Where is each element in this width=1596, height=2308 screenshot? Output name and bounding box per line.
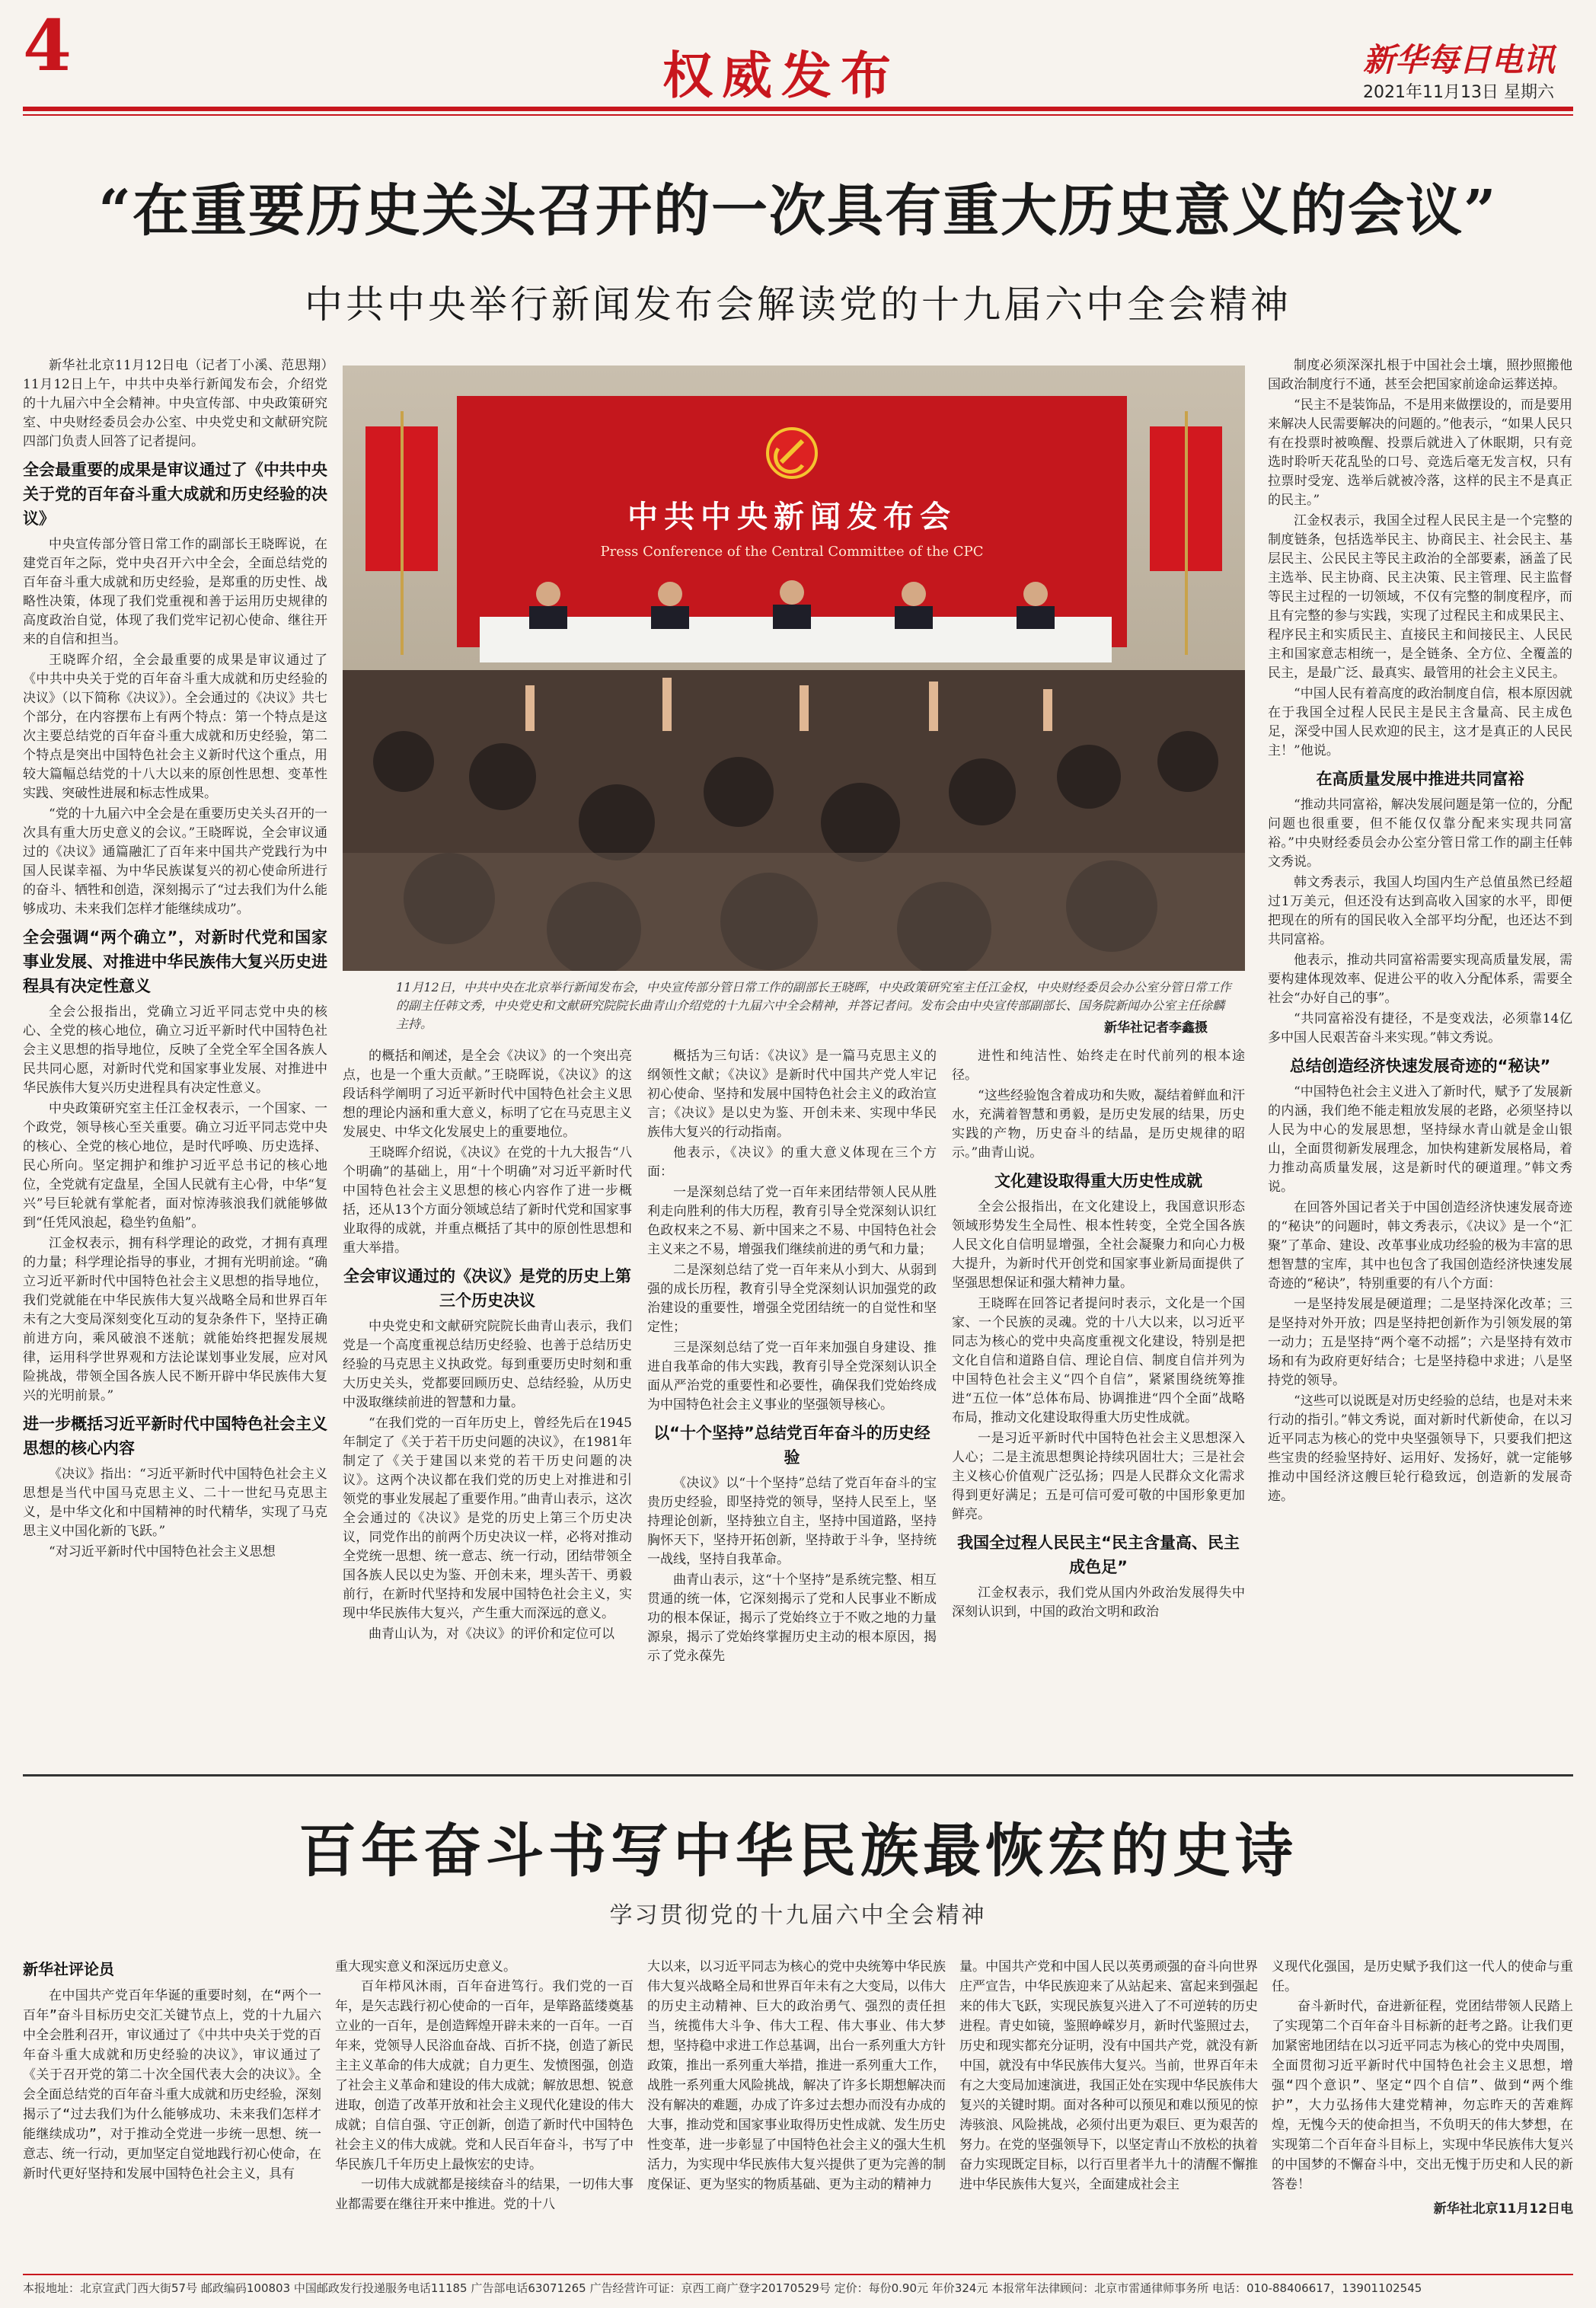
section-title: 权威发布 <box>662 46 900 105</box>
footer-rule <box>23 2274 1573 2275</box>
article2-column-4 <box>959 1957 1258 2269</box>
paragraph: 江金权表示，我国全过程人民民主是一个完整的制度链条，包括选举民主、协商民主、社会民主、基层民主、公民民主等民主政治的全部要素，涵盖了民主选举、民主协商、民主决策、民主管理、民主监督等民主过程的一切领域，不仅有完整的制度程序，而且有完整的参与实践，实现了过程民主和成果民主、程序民主和实质民主、直接民主和间接民主、人民民主和国家意志相统一，是全链条、全方位、全覆盖的民主，是最广泛、最真实、最管用的社会主义民主。 <box>1268 513 1572 681</box>
paragraph: 中央党史和文献研究院院长曲青山表示，我们党是一个高度重视总结历史经验、也善于总结历史经验的马克思主义执政党。每到重要历史时刻和重大历史关头，党都要回顾历史、总结经验，从历史中汲取继续前进的智慧和力量。 <box>343 1319 632 1410</box>
subhead: 在高质量发展中推进共同富裕 <box>1316 770 1524 788</box>
subhead: 总结创造经济快速发展奇迹的“秘诀” <box>1289 1057 1551 1075</box>
paragraph: 中央宣传部分管日常工作的副部长王晓晖说，在建党百年之际，党中央召开六中全会，全面总结党的百年奋斗重大成就和历史经验，是郑重的历史性、战略性决策，体现了我们党重视和善于运用历史规律的高度政治自觉，体现了我们党牢记初心使命、继往开来的自信和担当。 <box>23 537 327 647</box>
paragraph: 《决议》指出：“习近平新时代中国特色社会主义思想是当代中国马克思主义、二十一世纪马克思主义，是中华文化和中国精神的时代精华，实现了马克思主义中国化新的飞跃。” <box>23 1467 327 1539</box>
paragraph: 一是坚持发展是硬道理；二是坚持深化改革；三是坚持对外开放；四是坚持把创新作为引领发展的第一动力；五是坚持“两个毫不动摇”；六是坚持有效市场和有为政府更好结合；七是坚持稳中求进；八是坚持党的领导。 <box>1268 1297 1572 1388</box>
article1-column-3 <box>647 1047 937 1709</box>
press-conference-photo <box>343 366 1245 971</box>
commentary-subheadline: 学习贯彻党的十九届六中全会精神 <box>609 1902 987 1929</box>
article2-column-1 <box>23 1957 321 2269</box>
article2-column-5 <box>1272 1957 1573 2269</box>
commentary-byline: 新华社评论员 <box>23 1960 114 1978</box>
paragraph: 曲青山认为，对《决议》的评价和定位可以 <box>369 1626 614 1642</box>
footer-info: 本报地址：北京宣武门西大街57号 邮政编码100803 中国邮政发行投递服务电话11185 广告部电话63071265 广告经营许可证：京西工商广登字20170529号 定价：每份0.90元 年价324元 本报常年法律顾问：北京市雷通律师事务所 电话：010-88406617，13901102545 <box>23 2281 1422 2295</box>
paragraph: 在回答外国记者关于中国创造经济快速发展奇迹的“秘诀”的问题时，韩文秀表示，《决议》是一个“汇聚”了革命、建设、改革事业成功经验的极为丰富的思想智慧的宝库，其中也包含了我国创造经济快速发展奇迹的“秘诀”，特别重要的有八个方面： <box>1268 1200 1572 1291</box>
paragraph: “中国人民有着高度的政治制度自信，根本原因就在于我国全过程人民民主是民主含量高、民主成色足，深受中国人民欢迎的民主，这才是真正的人民民主！”他说。 <box>1268 686 1572 758</box>
newspaper-logo: 新华每日电讯 <box>1363 41 1556 78</box>
masthead-rule-thin <box>23 114 1573 116</box>
photo-credit: 新华社记者李鑫摄 <box>1104 1020 1208 1036</box>
paragraph: 曲青山表示，这“十个坚持”是系统完整、相互贯通的统一体，它深刻揭示了党和人民事业不断成功的根本保证，揭示了党始终立于不败之地的力量源泉，揭示了党始终掌握历史主动的根本原因，揭示了党永葆先 <box>647 1572 937 1664</box>
paragraph: 《决议》以“十个坚持”总结了党百年奋斗的宝贵历史经验，即坚持党的领导，坚持人民至上，坚持理论创新，坚持独立自主，坚持中国道路，坚持胸怀天下，坚持开拓创新，坚持敢于斗争，坚持统一战线，坚持自我革命。 <box>647 1476 937 1567</box>
paragraph: 制度必须深深扎根于中国社会土壤，照抄照搬他国政治制度行不通，甚至会把国家前途命运葬送掉。 <box>1268 358 1572 392</box>
paragraph: “对习近平新时代中国特色社会主义思想 <box>49 1544 276 1559</box>
paragraph: 二是深刻总结了党一百年来从小到大、从弱到强的成长历程，教育引导全党深刻认识加强党的政治建设的重要性，增强全党团结统一的自觉性和坚定性； <box>647 1263 937 1335</box>
paragraph: 一是习近平新时代中国特色社会主义思想深入人心；二是主流思想舆论持续巩固壮大；三是社会主义核心价值观广泛弘扬；四是人民群众文化需求得到更好满足；五是可信可爱可敬的中国形象更加鲜亮。 <box>952 1431 1245 1522</box>
paragraph: 的概括和阐述，是全会《决议》的一个突出亮点，也是一个重大贡献。”王晓晖说，《决议》的这段话科学阐明了习近平新时代中国特色社会主义思想的理论内涵和重大意义，标明了它在马克思主义发展史、中华文化发展史上的重要地位。 <box>343 1049 632 1140</box>
article1-column-4 <box>952 1047 1245 1709</box>
issue-date: 2021年11月13日 星期六 <box>1363 83 1554 102</box>
subhead: 全会强调“两个确立”，对新时代党和国家事业发展、对推进中华民族伟大复兴历史进程具有决定性意义 <box>23 928 327 995</box>
paragraph: 他表示，推动共同富裕需要实现高质量发展，需要构建体现效率、促进公平的收入分配体系，需要全社会“办好自己的事”。 <box>1268 953 1572 1006</box>
paragraph: 王晓晖在回答记者提问时表示，文化是一个国家、一个民族的灵魂。党的十八大以来，以习近平同志为核心的党中央高度重视文化建设，特别是把文化自信和道路自信、理论自信、制度自信并列为中国特色社会主义“四个自信”，紧紧围绕统筹推进“五位一体”总体布局、协调推进“四个全面”战略布局，推动文化建设取得重大历史性成就。 <box>952 1296 1245 1425</box>
paragraph: 王晓晖介绍，全会最重要的成果是审议通过了《中共中央关于党的百年奋斗重大成就和历史经验的决议》（以下简称《决议》）。全会通过的《决议》共七个部分，在内容摆布上有两个特点：第一个特点是这次主要总结党的百年奋斗重大成就和历史经验，第二个特点是突出中国特色社会主义新时代这个重点，用较大篇幅总结党的十八大以来的原创性思想、变革性实践、突破性进展和标志性成果。 <box>23 653 327 801</box>
paragraph: 量。中国共产党和中国人民以英勇顽强的奋斗向世界庄严宣告，中华民族迎来了从站起来、富起来到强起来的伟大飞跃，实现民族复兴进入了不可逆转的历史进程。青史如镜，鉴照峥嵘岁月，新时代鉴照过去，历史和现实都充分证明，没有中国共产党，就没有新中国，就没有中华民族伟大复兴。当前，世界百年未有之大变局加速演进，我国正处在实现中华民族伟大复兴的关键时期。面对各种可以预见和难以预见的惊涛骇浪、风险挑战，必须付出更为艰巨、更为艰苦的努力。在党的坚强领导下，以坚定青山不放松的执着奋力实现既定目标，以行百里者半九十的清醒不懈推进中华民族伟大复兴，全面建成社会主 <box>959 1959 1258 2192</box>
paragraph: 义现代化强国，是历史赋予我们这一代人的使命与重任。 <box>1272 1959 1573 1994</box>
paragraph: “在我们党的一百年历史上，曾经先后在1945年制定了《关于若干历史问题的决议》，在1981年制定了《关于建国以来党的若干历史问题的决议》。这两个决议都在我们党的历史上对推进和引领党的事业发展起了重要作用。”曲青山表示，这次全会通过的《决议》是党的历史上第三个历史决议，同党作出的前两个历史决议一样，必将对推动全党统一思想、统一意志、统一行动，团结带领全国各族人民以史为鉴、开创未来，埋头苦干、勇毅前行，在新时代坚持和发展中国特色社会主义，实现中华民族伟大复兴，产生重大而深远的意义。 <box>343 1416 632 1621</box>
page-number: 4 <box>23 5 72 87</box>
paragraph: 他表示，《决议》的重大意义体现在三个方面： <box>647 1145 937 1180</box>
subhead: 以“十个坚持”总结党百年奋斗的历史经验 <box>653 1424 930 1467</box>
paragraph: 全会公报指出，在文化建设上，我国意识形态领域形势发生全局性、根本性转变，全党全国各族人民文化自信明显增强，全社会凝聚力和向心力极大提升，为新时代开创党和国家事业新局面提供了坚强思想保证和强大精神力量。 <box>952 1199 1245 1291</box>
main-headline: “在重要历史关头召开的一次具有重大历史意义的会议” <box>98 178 1498 244</box>
subhead: 文化建设取得重大历史性成就 <box>994 1172 1202 1190</box>
paragraph: 奋斗新时代，奋进新征程，党团结带领人民踏上了实现第二个百年奋斗目标新的赶考之路。让我们更加紧密地团结在以习近平同志为核心的党中央周围，全面贯彻习近平新时代中国特色社会主义思想，增强“四个意识”、坚定“四个自信”、做到“两个维护”，大力弘扬伟大建党精神，勿忘昨天的苦难辉煌，无愧今天的使命担当，不负明天的伟大梦想，在实现第二个百年奋斗目标上，实现中华民族伟大复兴的中国梦的不懈奋斗中，交出无愧于历史和人民的新答卷！ <box>1272 1999 1573 2192</box>
subhead: 全会最重要的成果是审议通过了《中共中央关于党的百年奋斗重大成就和历史经验的决议》 <box>23 461 327 528</box>
paragraph: 韩文秀表示，我国人均国内生产总值虽然已经超过1万美元，但还没有达到高收入国家的水平，即便把现在的所有的国民收入全部平均分配，也还达不到共同富裕。 <box>1268 875 1572 947</box>
paragraph: “这些可以说既是对历史经验的总结，也是对未来行动的指引。”韩文秀说，面对新时代新使命，在以习近平同志为核心的党中央坚强领导下，只要我们把这些宝贵的经验坚持好、运用好、发扬好，就一定能够推动中国经济这艘巨轮行稳致远，创造新的发展奇迹。 <box>1268 1393 1572 1504</box>
article-separator <box>23 1774 1573 1776</box>
paragraph: “民主不是装饰品，不是用来做摆设的，而是要用来解决人民需要解决的问题的。”他表示，“如果人民只有在投票时被唤醒、投票后就进入了休眠期，只有竞选时聆听天花乱坠的口号、竞选后毫无发言权，只有拉票时受宠、选举后就被冷落，这样的民主不是真正的民主。” <box>1268 397 1572 508</box>
paragraph: “这些经验饱含着成功和失败，凝结着鲜血和汗水，充满着智慧和勇毅，是历史发展的结果，历史实践的产物，历史奋斗的结晶，是历史规律的昭示。”曲青山说。 <box>952 1088 1245 1160</box>
backdrop-title: 中共中央新闻发布会 <box>627 499 956 535</box>
subhead: 进一步概括习近平新时代中国特色社会主义思想的核心内容 <box>23 1415 327 1457</box>
paragraph: 江金权表示，我们党从国内外政治发展得失中深刻认识到，中国的政治文明和政治 <box>952 1585 1245 1620</box>
paragraph: 重大现实意义和深远历史意义。 <box>335 1959 516 1974</box>
article2-column-3 <box>647 1957 946 2269</box>
paragraph: 在中国共产党百年华诞的重要时刻，在“两个一百年”奋斗目标历史交汇关键节点上，党的十九届六中全会胜利召开，审议通过了《中共中央关于党的百年奋斗重大成就和历史经验的决议》，审议通过了《关于召开党的第二十次全国代表大会的决议》。全会全面总结党的百年奋斗重大成就和历史经验，深刻揭示了“过去我们为什么能够成功、未来我们怎样才能继续成功”，对于推动全党进一步统一思想、统一意志、统一行动，更加坚定自觉地践行初心使命，在新时代更好坚持和发展中国特色社会主义，具有 <box>23 1988 321 2182</box>
main-subheadline: 中共中央举行新闻发布会解读党的十九届六中全会精神 <box>305 283 1291 327</box>
subhead: 全会审议通过的《决议》是党的历史上第三个历史决议 <box>343 1267 631 1310</box>
backdrop-subtitle: Press Conference of the Central Committee of the CPC <box>600 544 984 560</box>
paragraph: “党的十九届六中全会是在重要历史关头召开的一次具有重大历史意义的会议。”王晓晖说，全会审议通过的《决议》通篇融汇了百年来中国共产党践行为中国人民谋幸福、为中华民族谋复兴的初心使命所进行的奋斗、牺牲和创造，深刻揭示了“过去我们为什么能够成功、未来我们怎样才能继续成功”。 <box>23 806 327 917</box>
paragraph: 三是深刻总结了党一百年来加强自身建设、推进自我革命的伟大实践，教育引导全党深刻认识全面从严治党的重要性和必要性，确保我们党始终成为中国特色社会主义事业的坚强领导核心。 <box>647 1340 937 1413</box>
paragraph: 大以来，以习近平同志为核心的党中央统筹中华民族伟大复兴战略全局和世界百年未有之大变局，以伟大的历史主动精神、巨大的政治勇气、强烈的责任担当，统揽伟大斗争、伟大工程、伟大事业、伟大梦想，坚持稳中求进工作总基调，出台一系列重大方针政策，推出一系列重大举措，推进一系列重大工作，战胜一系列重大风险挑战，解决了许多长期想解决而没有解决的难题，办成了许多过去想办而没有办成的大事，推动党和国家事业取得历史性成就、发生历史性变革，进一步彰显了中国特色社会主义的强大生机活力，为实现中华民族伟大复兴提供了更为完善的制度保证、更为坚实的物质基础、更为主动的精神力 <box>647 1959 946 2192</box>
photo-caption: 11月12日，中共中央在北京举行新闻发布会，中央宣传部分管日常工作的副部长王晓晖，中央政策研究室主任江金权，中央财经委员会办公室分管日常工作的副主任韩文秀，中央党史和文献研究院院长曲青山介绍党的十九届六中全会精神，并答记者问。发布会由中央宣传部副部长、国务院新闻办公室主任徐麟主持。 <box>396 980 1231 1031</box>
paragraph: 进性和纯洁性、始终走在时代前列的根本途径。 <box>952 1049 1245 1083</box>
paragraph: “中国特色社会主义进入了新时代，赋予了发展新的内涵，我们绝不能走粗放发展的老路，必须坚持以人民为中心的发展思想，坚持绿水青山就是金山银山，全面贯彻新发展理念，加快构建新发展格局，着力推动高质量发展，这是新时代的硬道理。”韩文秀说。 <box>1268 1084 1572 1195</box>
paragraph: 百年栉风沐雨，百年奋进笃行。我们党的一百年，是矢志践行初心使命的一百年，是筚路蓝缕奠基立业的一百年，是创造辉煌开辟未来的一百年。一百年来，党领导人民浴血奋战、百折不挠，创造了新民主主义革命的伟大成就；自力更生、发愤图强，创造了社会主义革命和建设的伟大成就；解放思想、锐意进取，创造了改革开放和社会主义现代化建设的伟大成就；自信自强、守正创新，创造了新时代中国特色社会主义的伟大成就。党和人民百年奋斗，书写了中华民族几千年历史上最恢宏的史诗。 <box>335 1979 634 2172</box>
commentary-headline: 百年奋斗书写中华民族最恢宏的史诗 <box>298 1817 1298 1885</box>
paragraph: “推动共同富裕，解决发展问题是第一位的，分配问题也很重要，但不能仅仅靠分配来实现共同富裕。”中央财经委员会办公室分管日常工作的副主任韩文秀说。 <box>1268 797 1572 870</box>
paragraph: 全会公报指出，党确立习近平同志党中央的核心、全党的核心地位，确立习近平新时代中国特色社会主义思想的指导地位，反映了全党全军全国各族人民共同心愿，对新时代党和国家事业发展、对推进中华民族伟大复兴历史进程具有决定性意义。 <box>23 1004 327 1096</box>
subhead: 我国全过程人民民主“民主含量高、民主成色足” <box>957 1534 1240 1576</box>
photo-illustration <box>343 366 1245 971</box>
paragraph: 中央政策研究室主任江金权表示，一个国家、一个政党，领导核心至关重要。确立习近平同志党中央的核心、全党的核心地位，是时代呼唤、历史选择、民心所向。坚定拥护和维护习近平总书记的核心地位，全党就有定盘星，全国人民就有主心骨，中华“复兴”号巨轮就有掌舵者，面对惊涛骇浪我们就能够做到“任凭风浪起，稳坐钓鱼船”。 <box>23 1101 327 1231</box>
dateline: 新华社北京11月12日电 <box>1433 2201 1573 2217</box>
lead-paragraph: 新华社北京11月12日电（记者丁小溪、范思翔）11月12日上午，中共中央举行新闻发布会，介绍党的十九届六中全会精神。中央宣传部、中央政策研究室、中央财经委员会办公室、中央党史和文献研究院四部门负责人回答了记者提问。 <box>23 358 327 449</box>
paragraph: 王晓晖介绍说，《决议》在党的十九大报告“八个明确”的基础上，用“十个明确”对习近平新时代中国特色社会主义思想的核心内容作了进一步概括，还从13个方面分领域总结了新时代党和国家事业取得的成就，并重点概括了其中的原创性思想和重大举措。 <box>343 1145 632 1256</box>
paragraph: 一是深刻总结了党一百年来团结带领人民从胜利走向胜利的伟大历程，教育引导全党深刻认识红色政权来之不易、新中国来之不易、中国特色社会主义来之不易，增强我们继续前进的勇气和力量； <box>647 1185 937 1257</box>
paragraph: “共同富裕没有捷径，不是变戏法，必须靠14亿多中国人民艰苦奋斗来实现。”韩文秀说。 <box>1268 1011 1572 1045</box>
paragraph: 一切伟大成就都是接续奋斗的结果，一切伟大事业都需要在继往开来中推进。党的十八 <box>335 2177 634 2212</box>
paragraph: 江金权表示，拥有科学理论的政党，才拥有真理的力量；科学理论指导的事业，才拥有光明前途。“确立习近平新时代中国特色社会主义思想的指导地位，我们党就能在中华民族伟大复兴战略全局和世界百年未有之大变局深刻变化互动的复杂条件下，坚持正确前进方向，乘风破浪不迷航；就能始终把握发展规律，运用科学世界观和方法论谋划事业发展，应对风险挑战，带领全国各族人民不断开辟中华民族伟大复兴的光明前景。” <box>23 1236 327 1403</box>
article2-column-2 <box>335 1957 634 2269</box>
masthead-rule <box>23 107 1573 111</box>
article1-column-1 <box>23 356 327 1704</box>
article1-column-2 <box>343 1047 632 1709</box>
party-emblem-icon <box>768 429 816 477</box>
paragraph: 概括为三句话：《决议》是一篇马克思主义的纲领性文献；《决议》是新时代中国共产党人牢记初心使命、坚持和发展中国特色社会主义的政治宣言；《决议》是以史为鉴、开创未来、实现中华民族伟大复兴的行动指南。 <box>647 1049 937 1140</box>
article1-column-5 <box>1268 356 1572 1704</box>
